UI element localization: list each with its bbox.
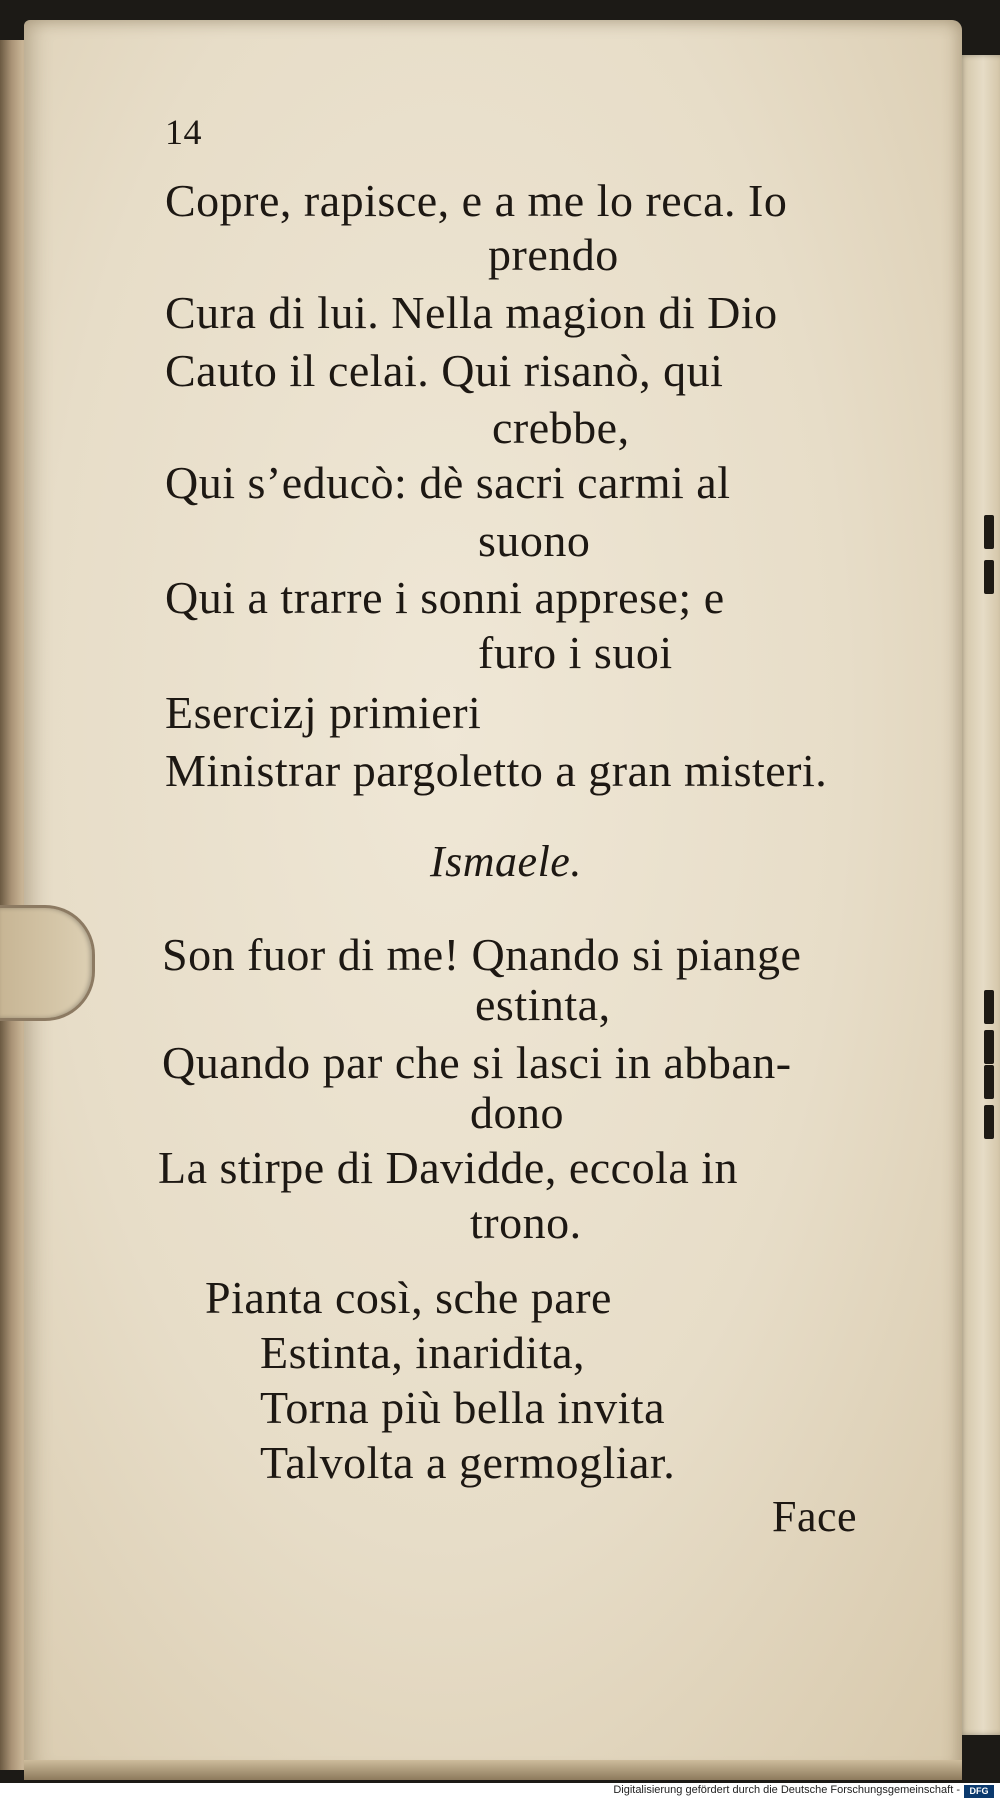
page-number: 14 [165, 112, 202, 152]
speech-continuation: dono [470, 1087, 564, 1138]
verse-line: Esercizj primieri [165, 687, 482, 738]
aria-line: Torna più bella invita [260, 1382, 666, 1433]
verse-line: Qui a trarre i sonni apprese; e [165, 572, 725, 623]
ribbon-bookmark [0, 905, 95, 1021]
verse-continuation: crebbe, [492, 402, 630, 453]
catchword: Face [772, 1492, 858, 1541]
speech-line: Quando par che si lasci in abban- [162, 1037, 792, 1088]
verse-continuation: prendo [488, 229, 619, 280]
speech-continuation: trono. [470, 1197, 582, 1248]
verse-line: Qui s’educò: dè sacri carmi al [165, 457, 731, 508]
dfg-logo: DFG [964, 1785, 994, 1798]
verse-line: Copre, rapisce, e a me lo reca. Io [165, 175, 788, 226]
aria-line: Estinta, inaridita, [260, 1327, 586, 1378]
verse-continuation: furo i suoi [478, 627, 673, 678]
funding-credit: Digitalisierung gefördert durch die Deutsche Forschungsgemeinschaft - [613, 1784, 960, 1796]
book-bottom-edge [24, 1760, 962, 1780]
speech-line: Son fuor di me! Qnando si piange [162, 929, 802, 980]
verse-continuation: suono [478, 515, 591, 566]
speech-line: La stirpe di Davidde, eccola in [158, 1142, 739, 1193]
verse-line: Cauto il celai. Qui risanò, qui [165, 345, 724, 396]
aria-line: Talvolta a germogliar. [260, 1437, 676, 1488]
speaker-name: Ismaele. [430, 837, 582, 886]
speech-continuation: estinta, [475, 979, 611, 1030]
verse-line: Cura di lui. Nella magion di Dio [165, 287, 778, 338]
facing-page-edge [958, 55, 1000, 1735]
verse-line: Ministrar pargoletto a gran misteri. [165, 745, 828, 796]
aria-line: Pianta così, sche pare [205, 1272, 612, 1323]
